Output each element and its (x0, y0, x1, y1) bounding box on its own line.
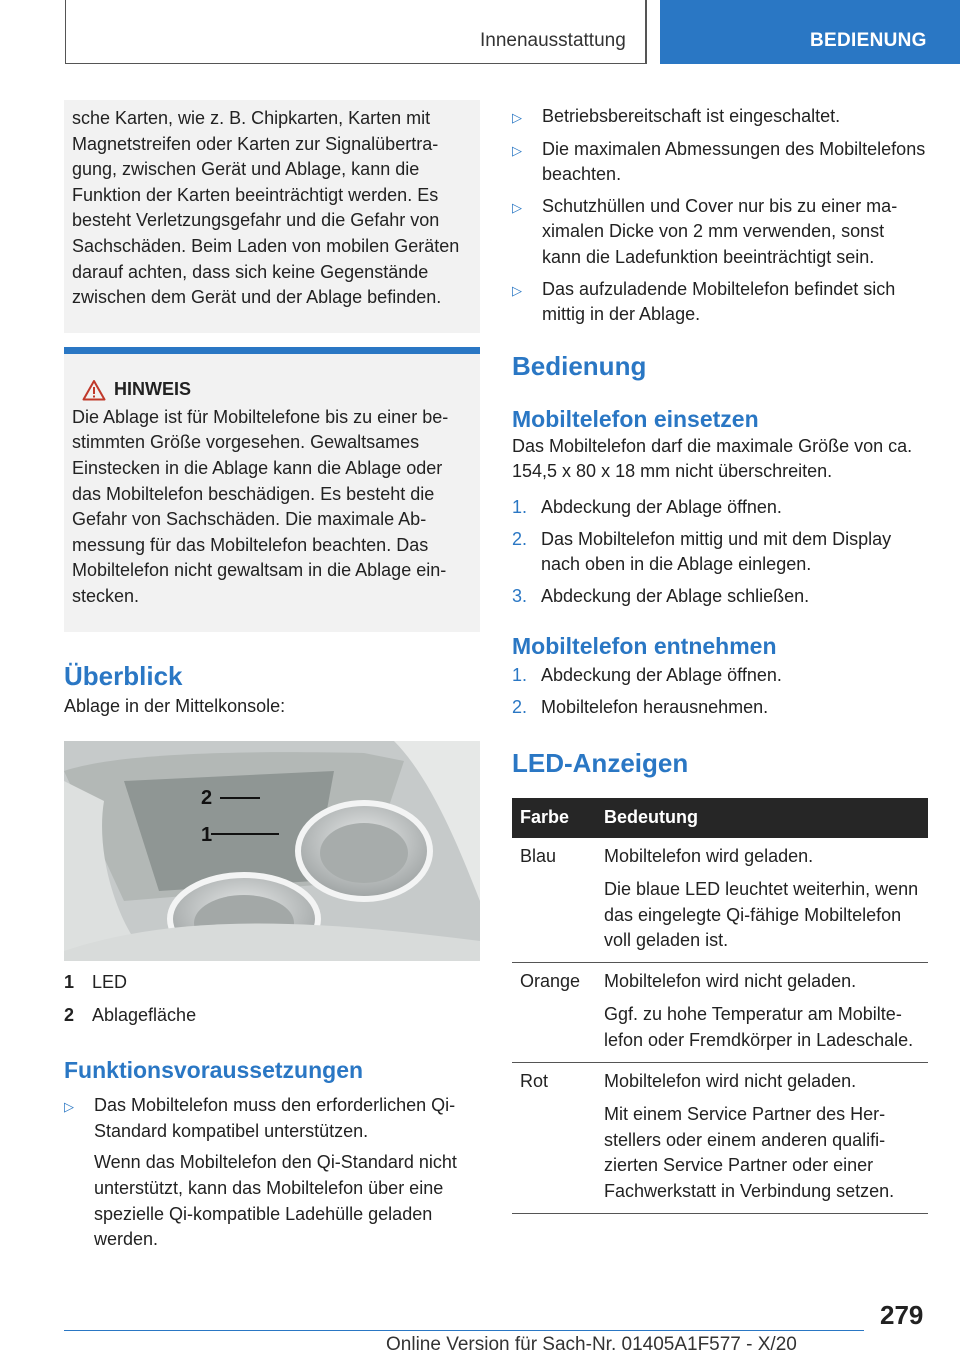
requirement-item (512, 277, 928, 328)
step-item (512, 495, 928, 521)
step-text: Abdeckung der Ablage öffnen. (541, 496, 782, 517)
legend-item (64, 970, 480, 996)
overview-text: Ablage in der Mittelkonsole: (64, 695, 286, 716)
cell-detail: Mit einem Service Partner des Herstellers oder einem anderen qualifizierten Service Partner oder einer Fachwerkstatt in Verbindung setzen. (604, 1104, 895, 1202)
step-text: Abdeckung der Ablage öffnen. (541, 665, 782, 686)
console-illustration (64, 741, 480, 961)
remove-heading: Mobiltelefon entnehmen (512, 633, 777, 660)
cell-meaning: Mobiltelefon wird nicht geladen. (604, 970, 857, 991)
insert-text: Das Mobiltelefon darf die maximale Größe von ca. 154,5 x 80 x 18 mm nicht überschreiten. (512, 435, 913, 482)
step-number: 2. (512, 528, 528, 549)
step-item (512, 695, 928, 721)
requirement-text: Das aufzuladende Mobiltelefon befindet sich mittig in der Ablage. (542, 278, 896, 325)
requirement-text: Die maximalen Abmessungen des Mobiltelefons beachten. (542, 138, 926, 185)
notice-label: HINWEIS (114, 379, 192, 400)
led-table (512, 798, 928, 1214)
requirement-text: Schutzhüllen und Cover nur bis zu einer maximalen Dicke von 2 mm verwenden, sonst kann die Ladefunktion beeinträchtigt sein. (542, 195, 898, 267)
legend-num: 2 (64, 1004, 75, 1025)
table-row (512, 962, 928, 1062)
cell-detail: Die blaue LED leuchtet weiterhin, wenn das eingelegte Qi-fähige Mobiltelefon voll geladen ist. (604, 879, 919, 951)
insert-heading: Mobiltelefon einsetzen (512, 405, 759, 432)
requirement-item (512, 194, 928, 271)
table-header-row (512, 798, 928, 838)
notice-box (64, 347, 480, 632)
requirement-text: Betriebsbereitschaft ist eingeschaltet. (542, 106, 841, 126)
bullet-triangle-icon: ▷ (64, 1099, 74, 1115)
cell-color: Blau (512, 838, 596, 963)
overview-heading: Überblick (64, 660, 183, 691)
footer-rule (64, 1330, 864, 1331)
step-item (512, 584, 928, 610)
requirement-subtext: Wenn das Mobiltelefon den Qi-Standard nicht unterstützt, kann das Mobiltelefon über eine spezielle Qi-kompatible Ladehülle geladen werden. (94, 1152, 457, 1250)
chapter-tab (660, 0, 960, 64)
step-number: 2. (512, 696, 528, 717)
step-item (512, 527, 928, 578)
chapter-label: BEDIENUNG (810, 30, 927, 51)
requirement-item (64, 1093, 480, 1253)
bullet-triangle-icon: ▷ (512, 199, 522, 215)
bullet-triangle-icon: ▷ (512, 142, 522, 158)
col-header-meaning: Bedeutung (596, 798, 928, 838)
bullet-triangle-icon: ▷ (512, 282, 522, 298)
page-number: 279 (880, 1300, 924, 1330)
notice-bar (64, 347, 480, 354)
step-number: 1. (512, 665, 528, 686)
warning-text: sche Karten, wie z. B. Chipkarten, Karten mit Magnetstreifen oder Karten zur Signalübertragung, zwischen Gerät und Ablage, kann die Funktion der Karten beeinträchtigt werden. Es besteht Verletzungsgefahr und die Gefahr von Sachschäden. Beim Laden von mobilen Geräten darauf achten, dass sich keine Gegenstände zwischen dem Gerät und der Ablage befinden. (72, 108, 460, 308)
step-text: Abdeckung der Ablage schließen. (541, 585, 810, 606)
right-column (512, 100, 928, 1214)
photo-legend (64, 970, 480, 1028)
step-number: 3. (512, 585, 528, 606)
legend-item (64, 1003, 480, 1029)
led-heading: LED-Anzeigen (512, 747, 689, 778)
cell-meaning: Mobiltelefon wird geladen. (604, 845, 814, 866)
requirement-list (512, 104, 928, 328)
cell-meaning: Mobiltelefon wird nicht geladen. (604, 1070, 857, 1091)
requirement-item (512, 137, 928, 188)
warning-continuation (64, 100, 480, 333)
callout-1: 1 (201, 824, 213, 847)
legend-num: 1 (64, 972, 75, 993)
requirement-item (512, 104, 928, 131)
col-header-color: Farbe (512, 798, 596, 838)
step-number: 1. (512, 496, 528, 517)
step-item (512, 663, 928, 689)
legend-label: Ablagefläche (92, 1004, 197, 1025)
step-text: Mobiltelefon herausnehmen. (541, 696, 769, 717)
step-text: Das Mobiltelefon mittig und mit dem Display nach oben in die Ablage einlegen. (541, 528, 892, 575)
table-row (512, 1062, 928, 1213)
remove-steps (512, 663, 928, 720)
cell-color: Rot (512, 1062, 596, 1213)
cell-detail: Ggf. zu hohe Temperatur am Mobiltelefon oder Fremdkörper in Ladeschale. (604, 1004, 914, 1051)
console-photo (64, 741, 480, 961)
warning-triangle-icon (82, 379, 106, 401)
legend-label: LED (92, 972, 128, 993)
insert-steps (512, 495, 928, 609)
table-row (512, 838, 928, 963)
bullet-triangle-icon: ▷ (512, 110, 522, 125)
section-title: Innenausstattung (480, 30, 626, 51)
callout-2: 2 (201, 787, 213, 810)
footer-text: Online Version für Sach-Nr. 01405A1F577 - X/20 (386, 1334, 797, 1355)
cell-color: Orange (512, 962, 596, 1062)
operation-heading: Bedienung (512, 350, 647, 381)
notice-text: Die Ablage ist für Mobiltelefone bis zu einer bestimmten Größe vorgesehen. Gewaltsames Einstecken in die Ablage kann die Ablage oder das Mobiltelefon beschädigen. Es besteht die Gefahr von Sachschäden. Die maximale Abmessung für das Mobiltelefon beachten. Das Mobiltelefon nicht gewaltsam in die Ablage einstecken. (72, 406, 449, 606)
requirements-heading: Funktionsvoraussetzungen (64, 1057, 364, 1084)
left-column (64, 100, 480, 1253)
requirement-text: Das Mobiltelefon muss den erforderlichen Qi-Standard kompatibel unterstützen. (94, 1095, 456, 1141)
